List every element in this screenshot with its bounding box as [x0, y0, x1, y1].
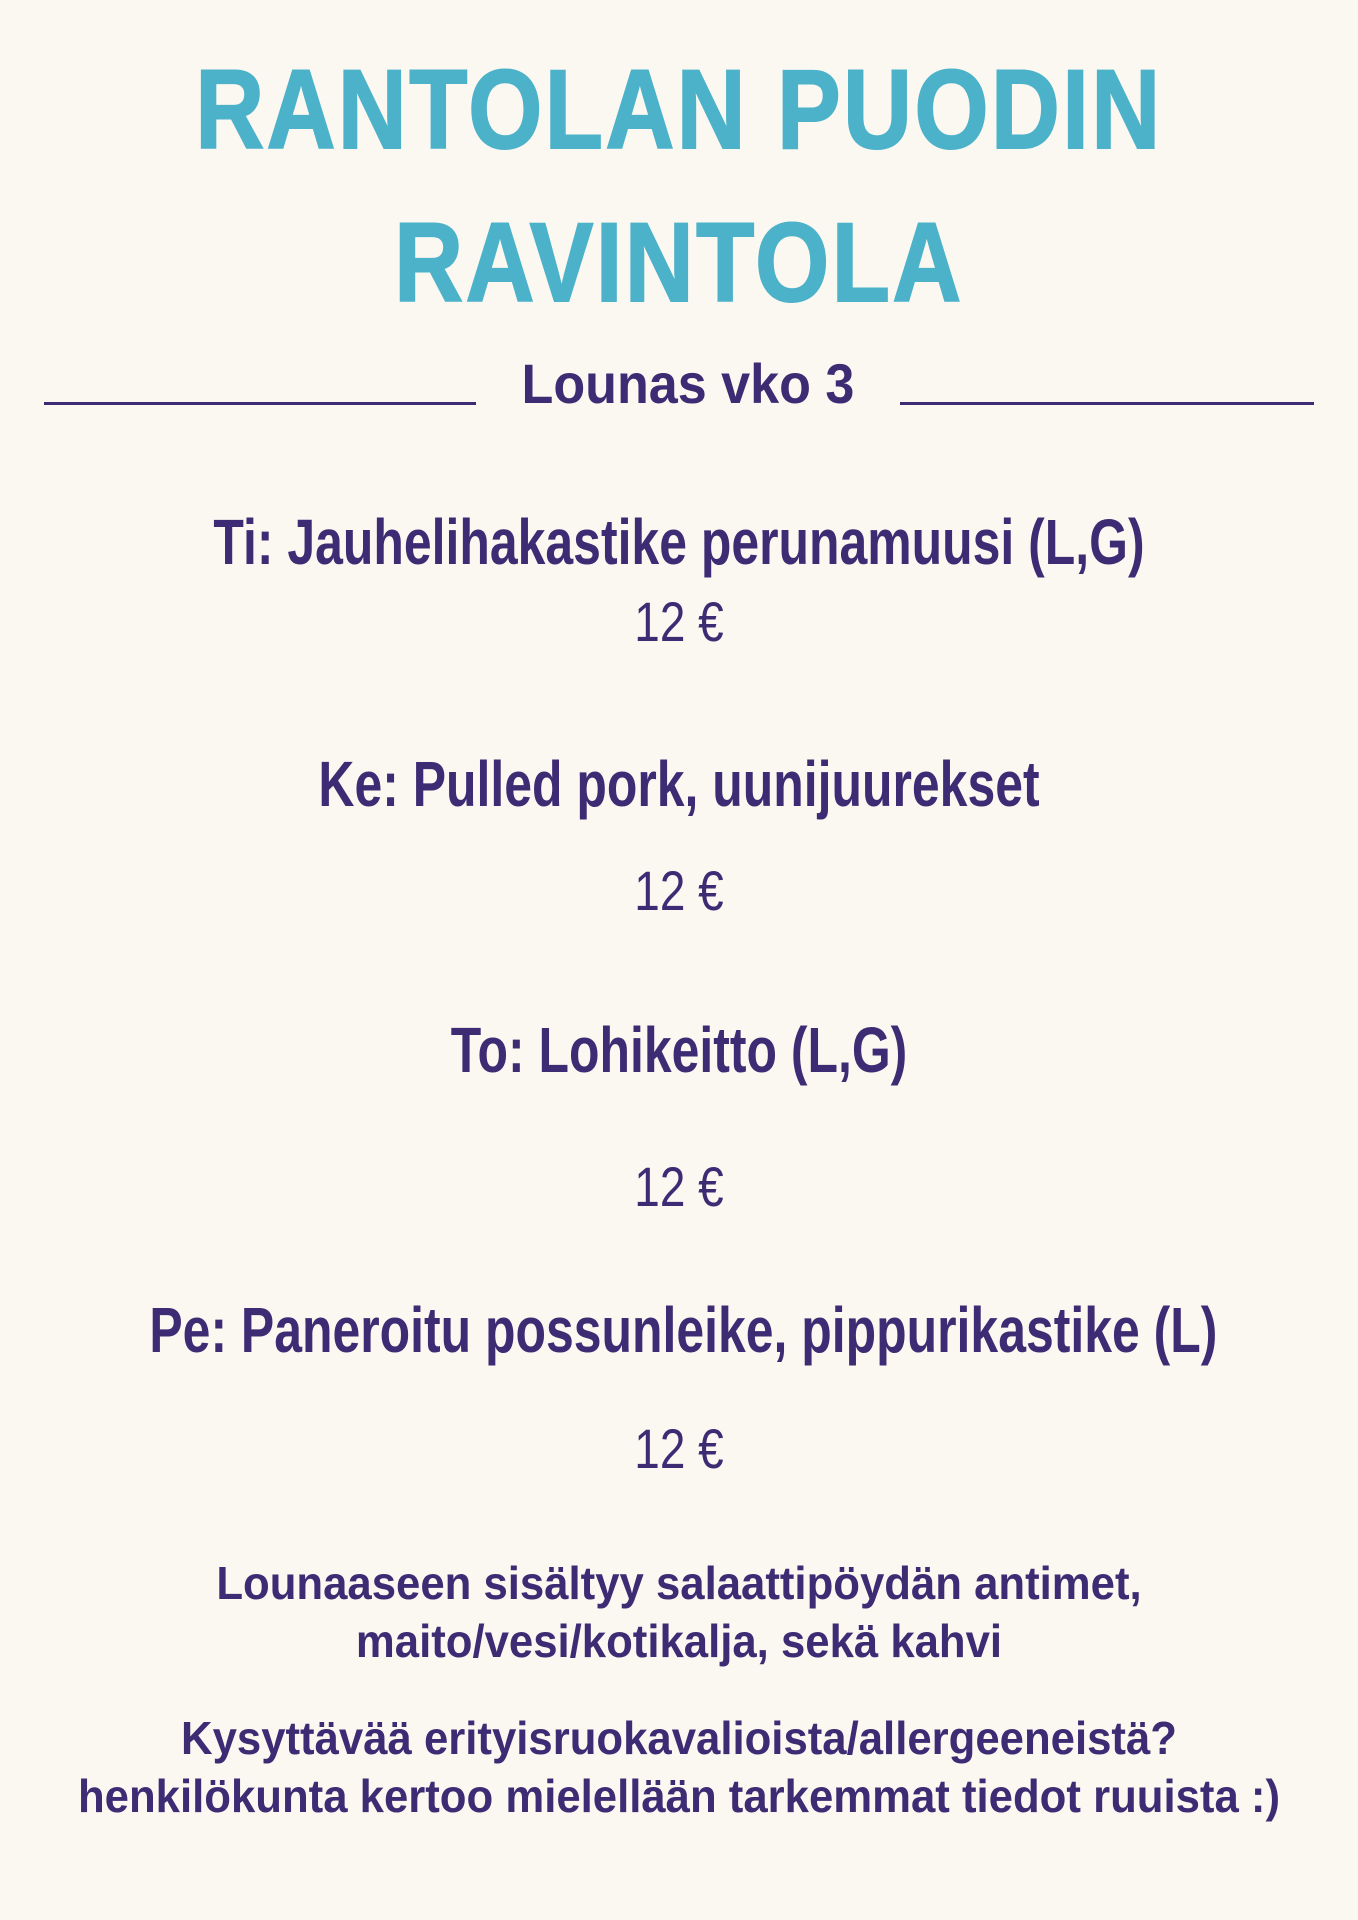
subtitle-row: [0, 352, 1358, 415]
allergy-line2: henkilökunta kertoo mielellään tarkemmat tiedot ruuista :): [77, 1769, 1281, 1822]
restaurant-title-line1: RANTOLAN PUODIN: [195, 47, 1163, 172]
allergy-note: [34, 1710, 1324, 1825]
lunch-includes-line2: maito/vesi/kotikalja, sekä kahvi: [355, 1614, 1003, 1667]
menu-item-tuesday: Ti: Jauhelihakastike perunamuusi (L,G): [213, 506, 1145, 578]
divider-line-right: [900, 402, 1314, 405]
menu-item-wednesday: Ke: Pulled pork, uunijuurekset: [318, 748, 1040, 820]
price-friday: 12 €: [634, 1417, 724, 1480]
lunch-includes-line1: Lounaaseen sisältyy salaattipöydän antimet,: [216, 1557, 1142, 1609]
price-thursday: 12 €: [634, 1155, 724, 1218]
price-wednesday: 12 €: [634, 859, 724, 922]
lunch-includes-note: [34, 1555, 1324, 1670]
allergy-line1: Kysyttävää erityisruokavalioista/allergeeneistä?: [181, 1712, 1177, 1764]
divider-line-left: [44, 402, 476, 405]
restaurant-title-line2: RAVINTOLA: [394, 200, 964, 325]
menu-item-friday: Pe: Paneroitu possunleike, pippurikastike (L): [149, 1294, 1218, 1366]
price-tuesday: 12 €: [634, 590, 724, 653]
week-subtitle: Lounas vko 3: [521, 352, 855, 415]
menu-item-thursday: To: Lohikeitto (L,G): [450, 1014, 908, 1086]
